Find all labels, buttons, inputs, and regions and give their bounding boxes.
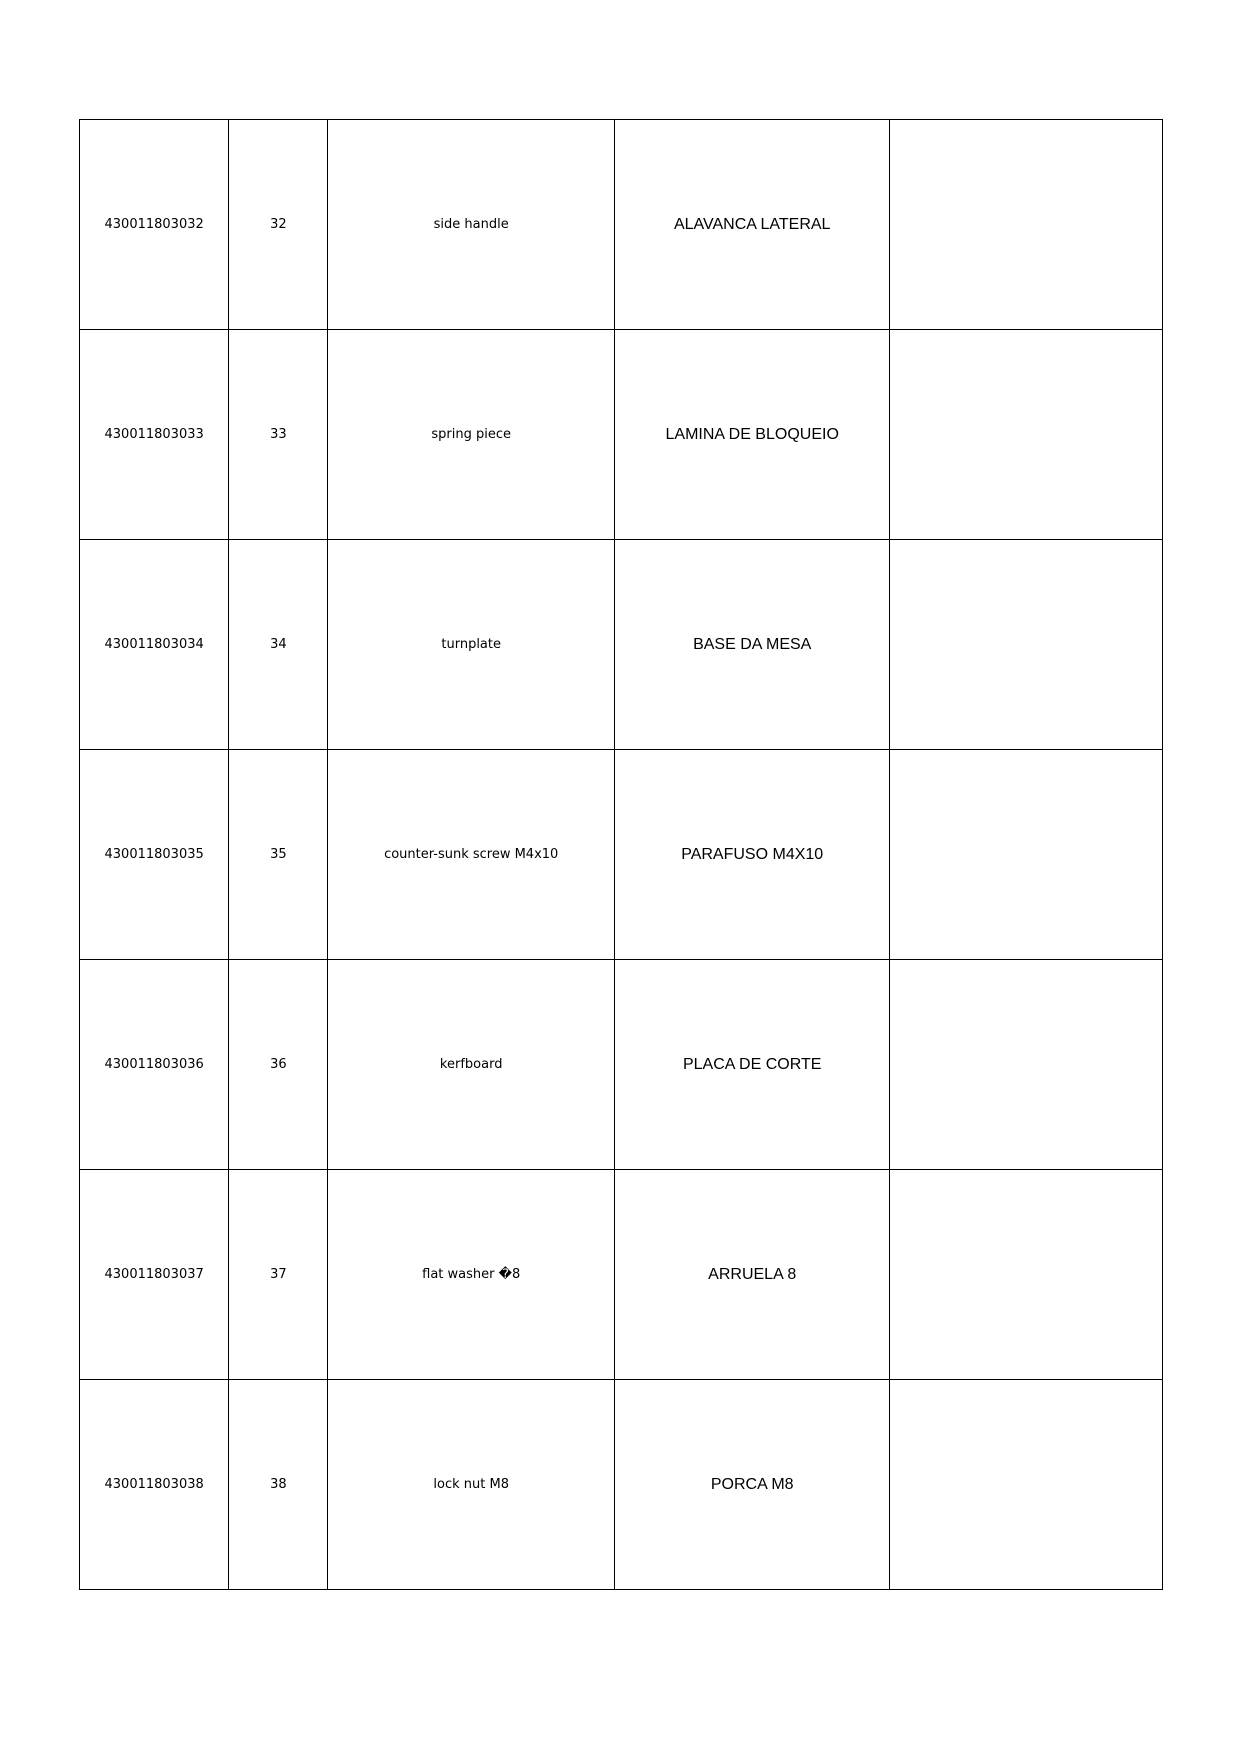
table-row [80, 960, 1163, 1170]
empty-cell [890, 330, 1163, 540]
part-code-cell: 430011803033 [80, 330, 229, 540]
empty-cell [890, 750, 1163, 960]
table-row [80, 750, 1163, 960]
item-number-cell: 32 [229, 120, 328, 330]
english-description-cell: counter-sunk screw M4x10 [328, 750, 615, 960]
empty-cell [890, 540, 1163, 750]
empty-cell [890, 960, 1163, 1170]
parts-table [79, 119, 1163, 1590]
part-code-cell: 430011803038 [80, 1380, 229, 1590]
english-description-cell: turnplate [328, 540, 615, 750]
item-number-cell: 37 [229, 1170, 328, 1380]
empty-cell [890, 120, 1163, 330]
item-number-cell: 33 [229, 330, 328, 540]
part-code-cell: 430011803037 [80, 1170, 229, 1380]
part-code-cell: 430011803034 [80, 540, 229, 750]
item-number-cell: 35 [229, 750, 328, 960]
item-number-cell: 38 [229, 1380, 328, 1590]
table-row [80, 330, 1163, 540]
english-description-cell: kerfboard [328, 960, 615, 1170]
portuguese-description-cell: PARAFUSO M4X10 [614, 750, 890, 960]
english-description-cell: spring piece [328, 330, 615, 540]
item-number-cell: 36 [229, 960, 328, 1170]
portuguese-description-cell: ALAVANCA LATERAL [614, 120, 890, 330]
portuguese-description-cell: BASE DA MESA [614, 540, 890, 750]
english-description-cell: flat washer �8 [328, 1170, 615, 1380]
empty-cell [890, 1380, 1163, 1590]
english-description-cell: side handle [328, 120, 615, 330]
table-row [80, 120, 1163, 330]
part-code-cell: 430011803036 [80, 960, 229, 1170]
part-code-cell: 430011803035 [80, 750, 229, 960]
item-number-cell: 34 [229, 540, 328, 750]
part-code-cell: 430011803032 [80, 120, 229, 330]
english-description-cell: lock nut M8 [328, 1380, 615, 1590]
table-row [80, 1170, 1163, 1380]
empty-cell [890, 1170, 1163, 1380]
portuguese-description-cell: LAMINA DE BLOQUEIO [614, 330, 890, 540]
portuguese-description-cell: PORCA M8 [614, 1380, 890, 1590]
table-row [80, 1380, 1163, 1590]
portuguese-description-cell: ARRUELA 8 [614, 1170, 890, 1380]
table-row [80, 540, 1163, 750]
portuguese-description-cell: PLACA DE CORTE [614, 960, 890, 1170]
